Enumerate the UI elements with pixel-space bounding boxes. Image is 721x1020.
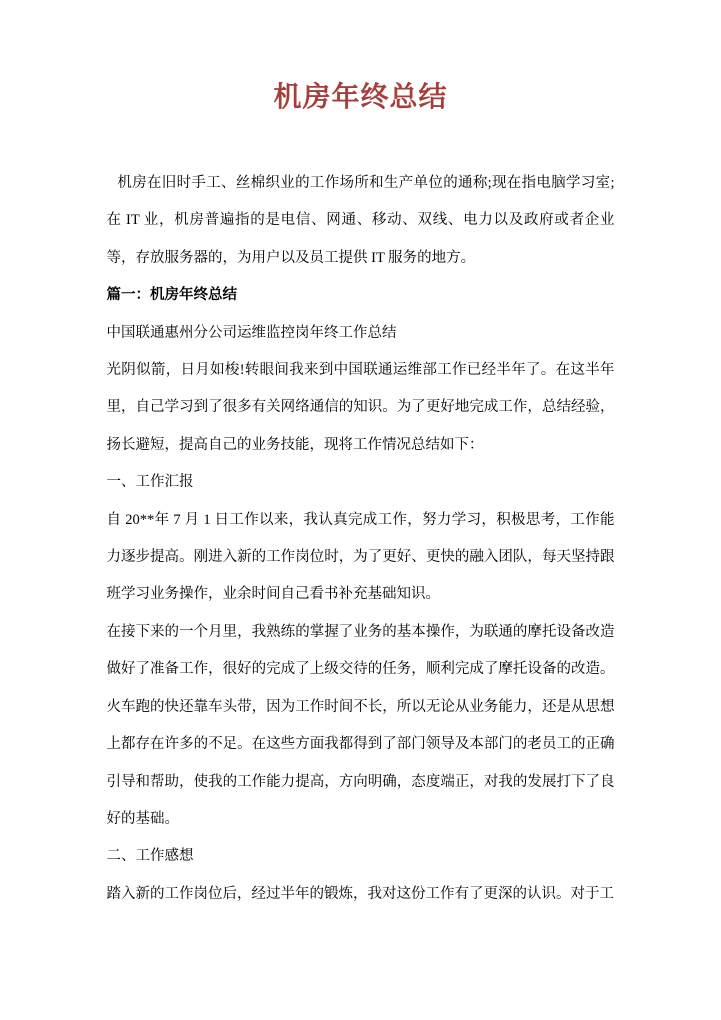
heading-section-1: 一、工作汇报: [106, 474, 194, 491]
document-title: 机房年终总结: [273, 82, 448, 113]
subtitle: 中国联通惠州分公司运维监控岗年终工作总结: [106, 324, 397, 341]
paragraph-truncated: 踏入新的工作岗位后，经过半年的锻炼，我对这份工作有了更深的认识。对于工: [106, 885, 614, 902]
paragraph: 光阴似箭，日月如梭!转眼间我来到中国联通运维部工作已经半年了。在这半年里，自己学习到了很多有关网络通信的知识。为了更好地完成工作，总结经验，扬长避短，提高自己的业务技能，现将工作情况总结如下：: [106, 362, 615, 453]
intro-paragraph: 机房在旧时手工、丝棉织业的工作场所和生产单位的通称;现在指电脑学习室;在 IT 业，机房普遍指的是电信、网通、移动、双线、电力以及政府或者企业等，存放服务器的，为用户以及员工提供 IT 服务的地方。: [106, 175, 615, 266]
section-label: 篇一：机房年终总结: [106, 287, 237, 304]
heading-section-2: 二、工作感想: [106, 848, 194, 865]
paragraph: 在接下来的一个月里，我熟练的掌握了业务的基本操作，为联通的摩托设备改造做好了准备工作，很好的完成了上级交待的任务，顺利完成了摩托设备的改造。火车跑的快还靠车头带，因为工作时间不长，所以无论从业务能力，还是从思想上都存在许多的不足。在这些方面我都得到了部门领导及本部门的老员工的正确引导和帮助，使我的工作能力提高，方向明确，态度端正，对我的发展打下了良好的基础。: [106, 623, 615, 827]
document-body: [107, 165, 615, 913]
paragraph: 自 20**年 7 月 1 日工作以来，我认真完成工作，努力学习，积极思考，工作能力逐步提高。刚进入新的工作岗位时，为了更好、更快的融入团队，每天坚持跟班学习业务操作，业余时间自己看书补充基础知识。: [106, 511, 615, 603]
